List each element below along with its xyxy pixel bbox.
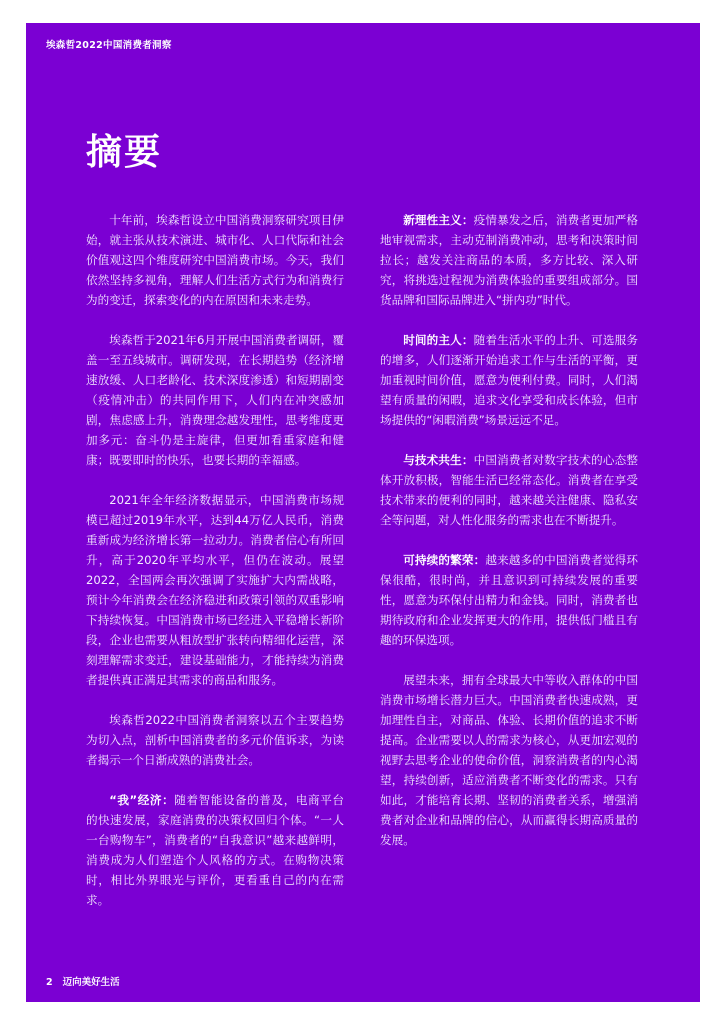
paragraph-survey: 埃森哲于2021年6月开展中国消费者调研，覆盖一至五线城市。调研发现，在长期趋势（经济增速放缓、人口老龄化、技术深度渗透）和短期剧变（疫情冲击）的共同作用下，人们内在冲突感加剧，焦虑感上升，消费理念越发理性，思考维度更加多元：奋斗仍是主旋律，但更加看重家庭和健康；既要即时的快乐，也要长期的幸福感。 bbox=[86, 333, 344, 467]
trend-lead-me-economy: “我”经济： bbox=[109, 793, 175, 807]
trend-body-tech-symbiosis: 中国消费者对数字技术的心态整体开放积极，智能生活已经常态化。消费者在享受技术带来的便利的同时，越来越关注健康、隐私安全等问题，对人性化服务的需求也在不断提升。 bbox=[380, 453, 638, 527]
trend-lead-tech-symbiosis: 与技术共生： bbox=[403, 453, 474, 467]
paragraph-tech-symbiosis bbox=[380, 450, 638, 530]
running-header: 埃森哲2022中国消费者洞察 bbox=[46, 40, 172, 51]
trend-lead-new-rationalism: 新理性主义： bbox=[403, 213, 474, 227]
trend-body-new-rationalism: 疫情暴发之后，消费者更加严格地审视需求，主动克制消费冲动，思考和决策时间拉长；越发关注商品的本质，多方比较、深入研究，将挑选过程视为消费体验的重要组成部分。国货品牌和国际品牌进入“拼内功”时代。 bbox=[380, 213, 638, 307]
footer-label: 迈向美好生活 bbox=[62, 977, 120, 988]
paragraph-economy: 2021年全年经济数据显示，中国消费市场规模已超过2019年水平，达到44万亿人民币，消费重新成为经济增长第一拉动力。消费者信心有所回升，高于2020年平均水平，但仍在波动。展望2022，全国两会再次强调了实施扩大内需战略，预计今年消费会在经济稳进和政策引领的双重影响下持续恢复。中国消费市场已经进入平稳增长新阶段，企业也需要从粗放型扩张转向精细化运营，深刻理解需求变迁，建设基础能力，才能持续为消费者提供真正满足其需求的商品和服务。 bbox=[86, 493, 344, 687]
page-footer bbox=[46, 974, 120, 988]
paragraph-trends-overview: 埃森哲2022中国消费者洞察以五个主要趋势为切入点，剖析中国消费者的多元价值诉求，为读者揭示一个日渐成熟的消费社会。 bbox=[86, 713, 344, 767]
paragraph-new-rationalism bbox=[380, 210, 638, 310]
paragraph-outlook: 展望未来，拥有全球最大中等收入群体的中国消费市场增长潜力巨大。中国消费者快速成熟，更加理性自主，对商品、体验、长期价值的追求不断提高。企业需要以人的需求为核心，从更加宏观的视野去思考企业的使命价值，洞察消费者的内心渴望，持续创新，适应消费者不断变化的需求。只有如此，才能培育长期、坚韧的消费者关系，增强消费者对企业和品牌的信心，从而赢得长期高质量的发展。 bbox=[380, 673, 638, 847]
page-number: 2 bbox=[46, 977, 53, 988]
trend-lead-sustainable-prosperity: 可持续的繁荣： bbox=[403, 553, 486, 567]
trend-body-me-economy: 随着智能设备的普及，电商平台的快速发展，家庭消费的决策权回归个体。“一人一台购物车”，消费者的“自我意识”越来越鲜明，消费成为人们塑造个人风格的方式。在购物决策时，相比外界眼光与评价，更看重自己的内在需求。 bbox=[86, 793, 344, 907]
report-page bbox=[26, 23, 700, 1002]
trend-body-master-of-time: 随着生活水平的上升、可选服务的增多，人们逐渐开始追求工作与生活的平衡，更加重视时间价值，愿意为便利付费。同时，人们渴望有质量的闲暇，追求文化享受和成长体验，但市场提供的“闲暇消费”场景远远不足。 bbox=[380, 333, 638, 427]
left-column bbox=[86, 210, 344, 930]
paragraph-master-of-time bbox=[380, 330, 638, 430]
page-title: 摘要 bbox=[86, 132, 163, 173]
right-column bbox=[380, 210, 638, 870]
paragraph-intro: 十年前，埃森哲设立中国消费洞察研究项目伊始，就主张从技术演进、城市化、人口代际和社会价值观这四个维度研究中国消费市场。今天，我们依然坚持多视角，理解人们生活方式行为和消费行为的变迁，探索变化的内在原因和未来走势。 bbox=[86, 213, 344, 307]
trend-body-sustainable-prosperity: 越来越多的中国消费者觉得环保很酷，很时尚，并且意识到可持续发展的重要性，愿意为环保付出精力和金钱。同时，消费者也期待政府和企业发挥更大的作用，提供低门槛且有趣的环保选项。 bbox=[380, 553, 638, 647]
paragraph-sustainable-prosperity bbox=[380, 550, 638, 650]
paragraph-me-economy bbox=[86, 790, 344, 910]
trend-lead-master-of-time: 时间的主人： bbox=[403, 333, 474, 347]
